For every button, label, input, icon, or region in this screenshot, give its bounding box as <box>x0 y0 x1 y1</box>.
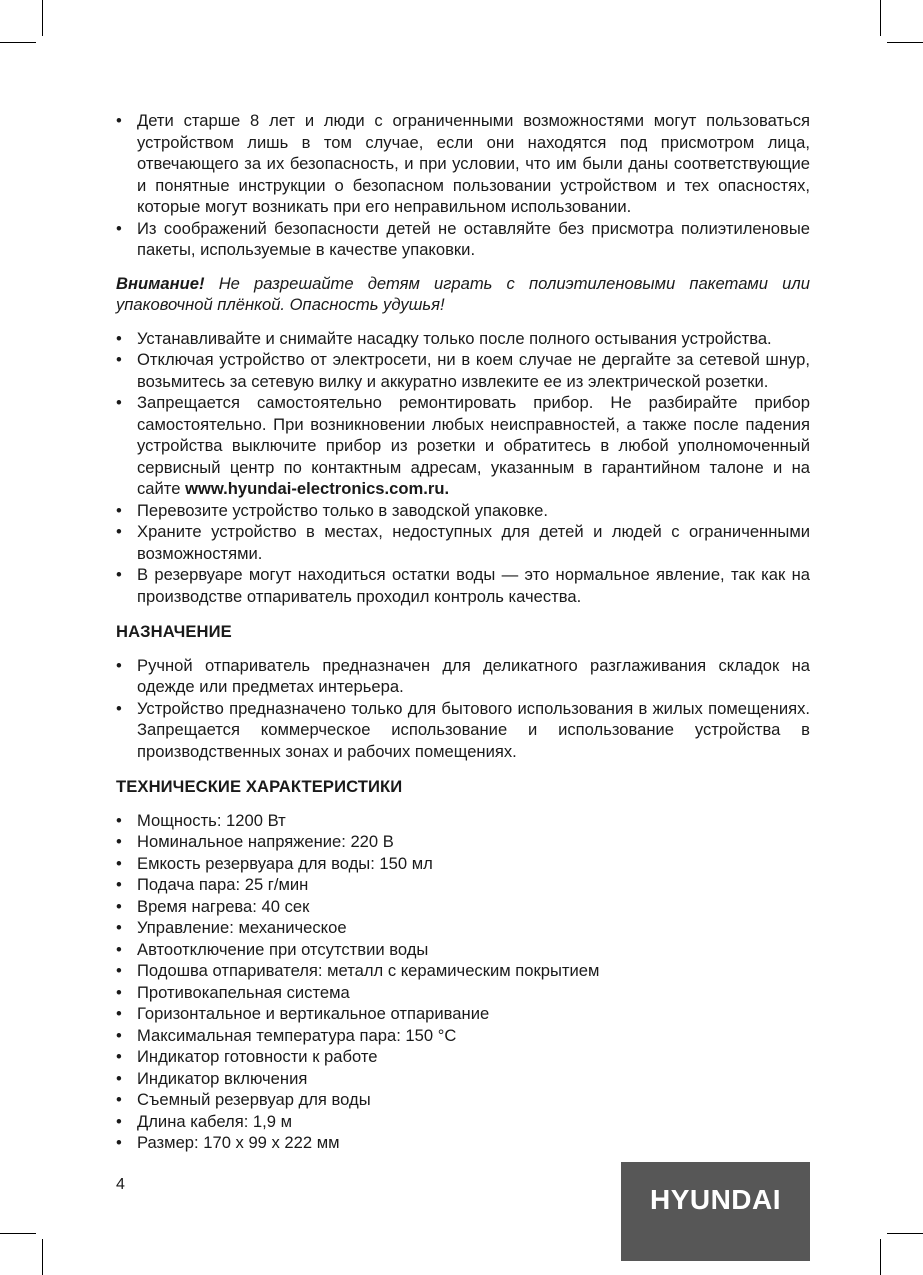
list-item: • В резервуаре могут находиться остатки воды — это нормальное явление, так как на производстве отпариватель проходил контроль качества. <box>116 565 810 606</box>
list-item: • Длина кабеля: 1,9 м <box>116 1111 293 1131</box>
list-item: • Съемный резервуар для воды <box>116 1090 371 1109</box>
list-item: • Храните устройство в местах, недоступных для детей и людей с ограниченными возможностями. <box>116 522 810 563</box>
list-item: • Номинальное напряжение: 220 В <box>116 832 394 851</box>
bullet-icon: • <box>116 939 122 959</box>
list-item: • Индикатор готовности к работе <box>116 1047 378 1066</box>
bullet-icon: • <box>116 853 122 873</box>
bullet-icon: • <box>116 1133 122 1152</box>
crop-mark <box>880 0 881 36</box>
bullet-icon: • <box>116 810 122 830</box>
list-item: • Размер: 170 х 99 х 222 мм <box>116 1133 340 1152</box>
list-item: • Отключая устройство от электросети, ни в коем случае не дергайте за сетевой шнур, возьмитесь за сетевую вилку и аккуратно извлеките ее из электрической розетки. <box>116 350 810 391</box>
list-item: • Управление: механическое <box>116 918 347 937</box>
list-item: • Подача пара: 25 г/мин <box>116 875 309 894</box>
brand-logo-text: HYUNDAI <box>649 1184 782 1215</box>
page-number: 4 <box>116 1176 125 1193</box>
bullet-icon: • <box>116 1090 122 1109</box>
list-item: • Устанавливайте и снимайте насадку только после полного остывания устройства. <box>116 328 772 348</box>
crop-mark <box>0 42 36 43</box>
bullet-icon: • <box>116 218 122 238</box>
list-item: • Индикатор включения <box>116 1068 308 1088</box>
list-item: • Мощность: 1200 Вт <box>116 810 286 830</box>
bullet-icon: • <box>116 1004 122 1023</box>
bullet-icon: • <box>116 961 122 980</box>
list-item: • Подошва отпаривателя: металл с керамическим покрытием <box>116 961 600 980</box>
warning-text: Не разрешайте детям играть с полиэтиленовыми пакетами или упаковочной плёнкой. Опасность удушья! <box>116 273 810 314</box>
crop-mark <box>42 0 43 36</box>
crop-mark <box>0 1233 36 1234</box>
bullet-icon: • <box>116 1068 122 1088</box>
purpose-list <box>116 655 810 763</box>
crop-mark <box>887 1233 923 1234</box>
list-item: • Максимальная температура пара: 150 °С <box>116 1025 457 1045</box>
bullet-icon: • <box>116 1047 122 1066</box>
bullet-icon: • <box>116 565 122 584</box>
list-item: • Дети старше 8 лет и люди с ограниченными возможностями могут пользоваться устройством лишь в том случае, если они находятся под присмотром лица, отвечающего за их безопасность, и при условии, что им были даны соответствующие и понятные инструкции о безопасном пользовании устройством и тех опасностях, которые могут возникать при его неправильном использовании. <box>116 111 810 216</box>
bullet-icon: • <box>116 875 122 894</box>
list-item: • Емкость резервуара для воды: 150 мл <box>116 853 433 873</box>
purpose-heading: НАЗНАЧЕНИЕ <box>116 622 232 641</box>
bullet-icon: • <box>116 393 122 412</box>
crop-mark <box>880 1239 881 1275</box>
list-item: • Ручной отпариватель предназначен для деликатного разглаживания складок на одежде или предметах интерьера. <box>116 655 810 696</box>
warning-label: Внимание! <box>116 273 205 293</box>
bullet-icon: • <box>116 522 122 541</box>
list-item: • Запрещается самостоятельно ремонтировать прибор. Не разбирайте прибор самостоятельно. При возникновении любых неисправностей, а также после падения устройства выключите прибор из розетки и обратитесь в любой уполномоченный сервисный центр по контактным адресам, указанным в гарантийном талоне и на сайте www.hyundai-electronics.com.ru. <box>116 393 810 498</box>
list-item: • Автоотключение при отсутствии воды <box>116 939 429 959</box>
bullet-icon: • <box>116 1111 122 1131</box>
specs-heading: ТЕХНИЧЕСКИЕ ХАРАКТЕРИСТИКИ <box>116 777 403 796</box>
warning-note <box>116 273 810 316</box>
page-content <box>116 110 810 1154</box>
bullet-icon: • <box>116 500 122 520</box>
bullet-icon: • <box>116 111 122 130</box>
list-item: • Горизонтальное и вертикальное отпаривание <box>116 1004 490 1023</box>
list-item: • Из соображений безопасности детей не оставляйте без присмотра полиэтиленовые пакеты, используемые в качестве упаковки. <box>116 218 810 259</box>
crop-mark <box>887 42 923 43</box>
specs-list <box>116 810 810 1154</box>
crop-mark <box>42 1239 43 1275</box>
list-item: • Устройство предназначено только для бытового использования в жилых помещениях. Запрещается коммерческое использование и использование устройства в производственных зонах и рабочих помещениях. <box>116 698 810 761</box>
bullet-icon: • <box>116 918 122 937</box>
bullet-icon: • <box>116 1025 122 1045</box>
list-item: • Время нагрева: 40 сек <box>116 896 310 916</box>
list-item: • Перевозите устройство только в заводской упаковке. <box>116 500 548 520</box>
bullet-icon: • <box>116 655 122 675</box>
bullet-icon: • <box>116 698 122 718</box>
list-item: • Противокапельная система <box>116 982 350 1002</box>
bullet-icon: • <box>116 832 122 851</box>
website-link[interactable]: www.hyundai-electronics.com.ru. <box>185 479 450 498</box>
safety-list-2 <box>116 328 810 608</box>
brand-logo <box>621 1162 810 1261</box>
bullet-icon: • <box>116 350 122 369</box>
bullet-icon: • <box>116 896 122 916</box>
bullet-icon: • <box>116 982 122 1002</box>
safety-list-1 <box>116 110 810 261</box>
bullet-icon: • <box>116 328 122 348</box>
